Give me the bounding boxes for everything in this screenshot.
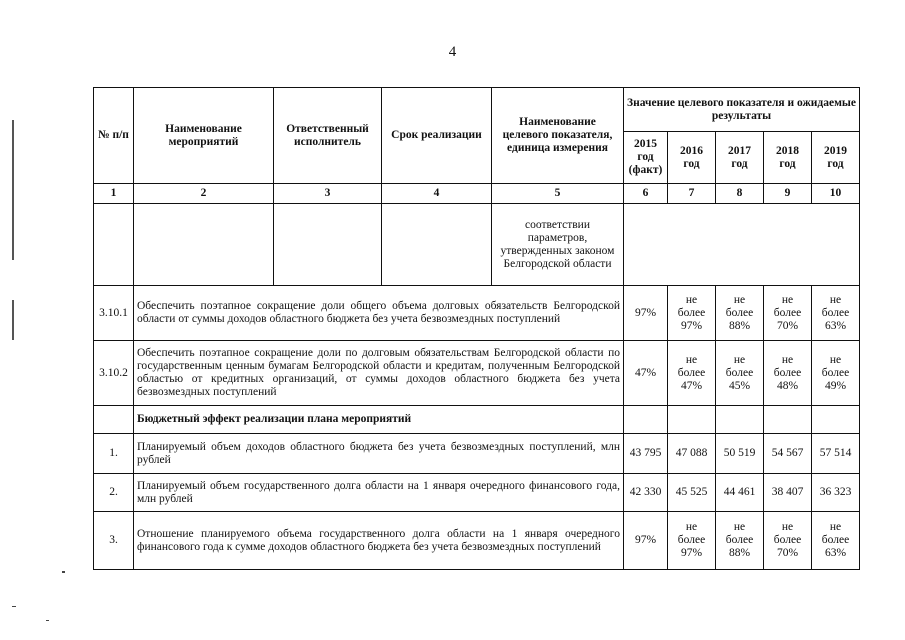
value-cell: не более 70%	[764, 512, 812, 570]
column-number: 5	[492, 184, 624, 204]
row-number: 3.10.2	[94, 341, 134, 406]
table-row	[94, 512, 860, 570]
value-cell: не более 47%	[668, 341, 716, 406]
value-cell: не более 97%	[668, 512, 716, 570]
column-number: 2	[134, 184, 274, 204]
measures-table	[93, 87, 860, 570]
value-cell: не более 88%	[716, 512, 764, 570]
row-number: 3.10.1	[94, 286, 134, 341]
value-cell: не более 48%	[764, 341, 812, 406]
header-indicator: Наименование целевого показателя, единица измерения	[492, 88, 624, 184]
header-year: 2016 год	[668, 132, 716, 184]
header-year: 2017 год	[716, 132, 764, 184]
column-number: 3	[274, 184, 382, 204]
continuation-row	[94, 204, 860, 286]
value-cell: 42 330	[624, 474, 668, 512]
header-term: Срок реализации	[382, 88, 492, 184]
value-cell: 57 514	[812, 434, 860, 474]
row-number: 2.	[94, 474, 134, 512]
table-row	[94, 474, 860, 512]
value-cell: 97%	[624, 286, 668, 341]
value-cell: не более 97%	[668, 286, 716, 341]
value-cell: не более 88%	[716, 286, 764, 341]
scan-dot	[62, 571, 65, 573]
value-cell: 50 519	[716, 434, 764, 474]
value-cell: 47 088	[668, 434, 716, 474]
header-executor: Ответственный исполнитель	[274, 88, 382, 184]
row-text: Планируемый объем доходов областного бюджета без учета безвозмездных поступлений, млн рублей	[134, 434, 624, 474]
section-row	[94, 406, 860, 434]
table-row	[94, 341, 860, 406]
header-year: 2019 год	[812, 132, 860, 184]
row-text: Обеспечить поэтапное сокращение доли общего объема долговых обязательств Белгородской области от суммы доходов областного бюджета без учета безвозмездных поступлений	[134, 286, 624, 341]
continuation-text: соответствии параметров, утвержденных законом Белгородской области	[492, 204, 624, 286]
row-number: 1.	[94, 434, 134, 474]
row-text: Планируемый объем государственного долга области на 1 января очередного финансового года, млн рублей	[134, 474, 624, 512]
column-number: 8	[716, 184, 764, 204]
column-number: 7	[668, 184, 716, 204]
value-cell: не более 45%	[716, 341, 764, 406]
table-row	[94, 286, 860, 341]
column-number: 4	[382, 184, 492, 204]
row-number: 3.	[94, 512, 134, 570]
column-number: 1	[94, 184, 134, 204]
left-margin-mark-lower	[12, 300, 14, 340]
page-number: 4	[448, 44, 457, 60]
section-title: Бюджетный эффект реализации плана мероприятий	[134, 406, 624, 434]
header-values-group: Значение целевого показателя и ожидаемые результаты	[624, 88, 860, 132]
value-cell: не более 49%	[812, 341, 860, 406]
value-cell: 38 407	[764, 474, 812, 512]
value-cell: 36 323	[812, 474, 860, 512]
value-cell: не более 70%	[764, 286, 812, 341]
row-text: Отношение планируемого объема государственного долга области на 1 января очередного финансового года к сумме доходов областного бюджета без учета безвозмездных поступлений	[134, 512, 624, 570]
value-cell: 54 567	[764, 434, 812, 474]
header-num: № п/п	[94, 88, 134, 184]
value-cell: 97%	[624, 512, 668, 570]
value-cell: 47%	[624, 341, 668, 406]
left-margin-mark	[12, 120, 14, 260]
table-row	[94, 434, 860, 474]
value-cell: не более 63%	[812, 286, 860, 341]
value-cell: не более 63%	[812, 512, 860, 570]
column-number: 9	[764, 184, 812, 204]
column-number: 10	[812, 184, 860, 204]
scan-dot	[12, 606, 16, 607]
scan-dot	[46, 620, 49, 621]
header-measure-name: Наименование мероприятий	[134, 88, 274, 184]
header-year: 2018 год	[764, 132, 812, 184]
column-number: 6	[624, 184, 668, 204]
value-cell: 45 525	[668, 474, 716, 512]
column-number-row	[94, 184, 860, 204]
value-cell: 44 461	[716, 474, 764, 512]
header-row-1	[94, 88, 860, 132]
value-cell: 43 795	[624, 434, 668, 474]
row-text: Обеспечить поэтапное сокращение доли по долговым обязательствам Белгородской области по государственным ценным бумагам Белгородской области и кредитам, полученным Белгородской областью от кредитных организаций, от суммы доходов областного бюджета без учета безвозмездных поступлений	[134, 341, 624, 406]
header-year: 2015 год (факт)	[624, 132, 668, 184]
